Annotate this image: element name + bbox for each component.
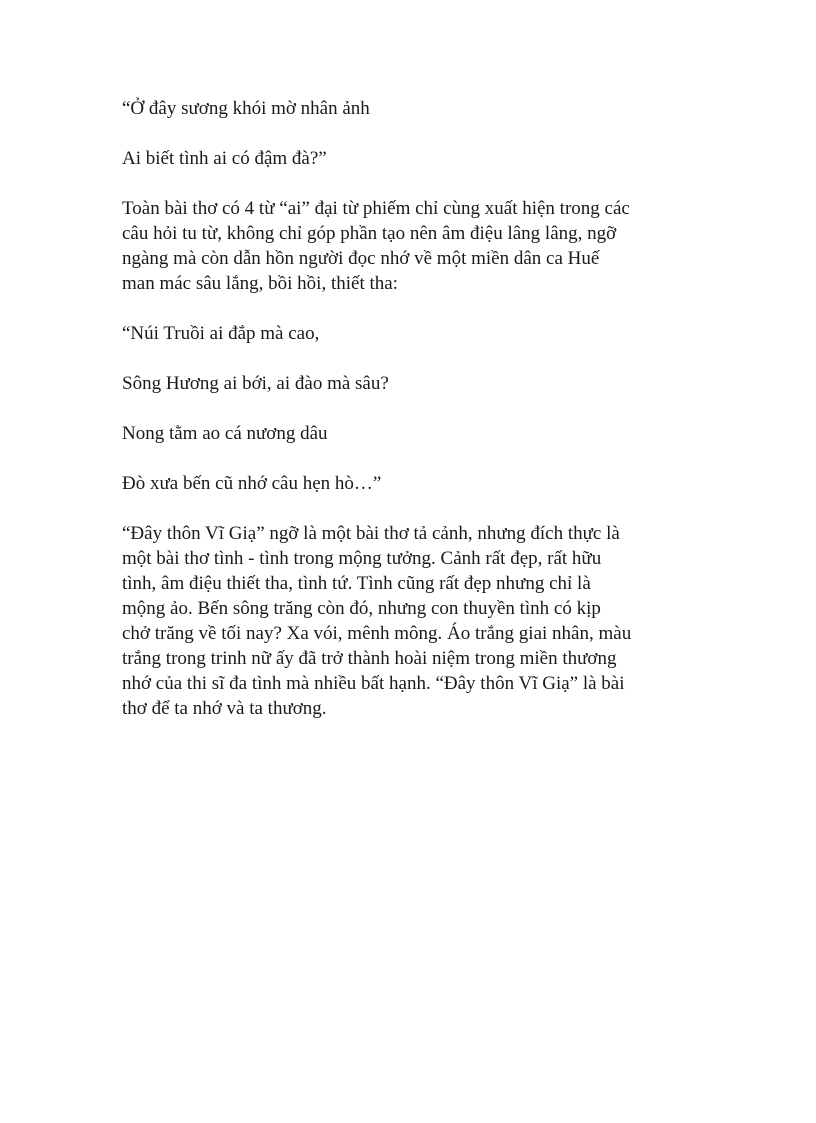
paragraph [122,521,702,721]
paragraph-line: một bài thơ tình - tình trong mộng tưởng. Cảnh rất đẹp, rất hữu [122,548,602,569]
paragraph-line: thơ để ta nhớ và ta thương. [122,698,327,719]
paragraph-line: trắng trong trinh nữ ấy đã trở thành hoài niệm trong miền thương [122,648,617,669]
paragraph-line: nhớ của thi sĩ đa tình mà nhiều bất hạnh. “Đây thôn Vĩ Giạ” là bài [122,673,625,694]
paragraph-line: “Đây thôn Vĩ Giạ” ngỡ là một bài thơ tả cảnh, nhưng đích thực là [122,523,620,544]
verse-text: Ai biết tình ai có đậm đà?” [122,148,327,169]
paragraph-line: Toàn bài thơ có 4 từ “ai” đại từ phiếm chỉ cùng xuất hiện trong các [122,198,630,219]
paragraph-line: mộng ảo. Bến sông trăng còn đó, nhưng con thuyền tình có kịp [122,598,601,619]
verse-line [122,421,702,446]
document-body [122,96,702,746]
paragraph-line: câu hỏi tu từ, không chỉ góp phần tạo nên âm điệu lâng lâng, ngỡ [122,223,617,244]
verse-line [122,321,702,346]
verse-text: “Núi Truồi ai đắp mà cao, [122,323,320,344]
verse-line [122,96,702,121]
verse-line [122,146,702,171]
verse-line [122,471,702,496]
verse-text: Nong tằm ao cá nương dâu [122,423,328,444]
paragraph-line: chở trăng về tối nay? Xa vói, mênh mông. Áo trắng giai nhân, màu [122,623,632,644]
verse-line [122,371,702,396]
verse-text: Sông Hương ai bới, ai đào mà sâu? [122,373,389,394]
verse-text: Đò xưa bến cũ nhớ câu hẹn hò…” [122,473,382,494]
paragraph-line: tình, âm điệu thiết tha, tình tứ. Tình cũng rất đẹp nhưng chỉ là [122,573,591,594]
paragraph-line: man mác sâu lắng, bồi hồi, thiết tha: [122,273,398,294]
paragraph [122,196,702,296]
paragraph-line: ngàng mà còn dẫn hồn người đọc nhớ về một miền dân ca Huế [122,248,600,269]
verse-text: “Ở đây sương khói mờ nhân ảnh [122,98,370,119]
